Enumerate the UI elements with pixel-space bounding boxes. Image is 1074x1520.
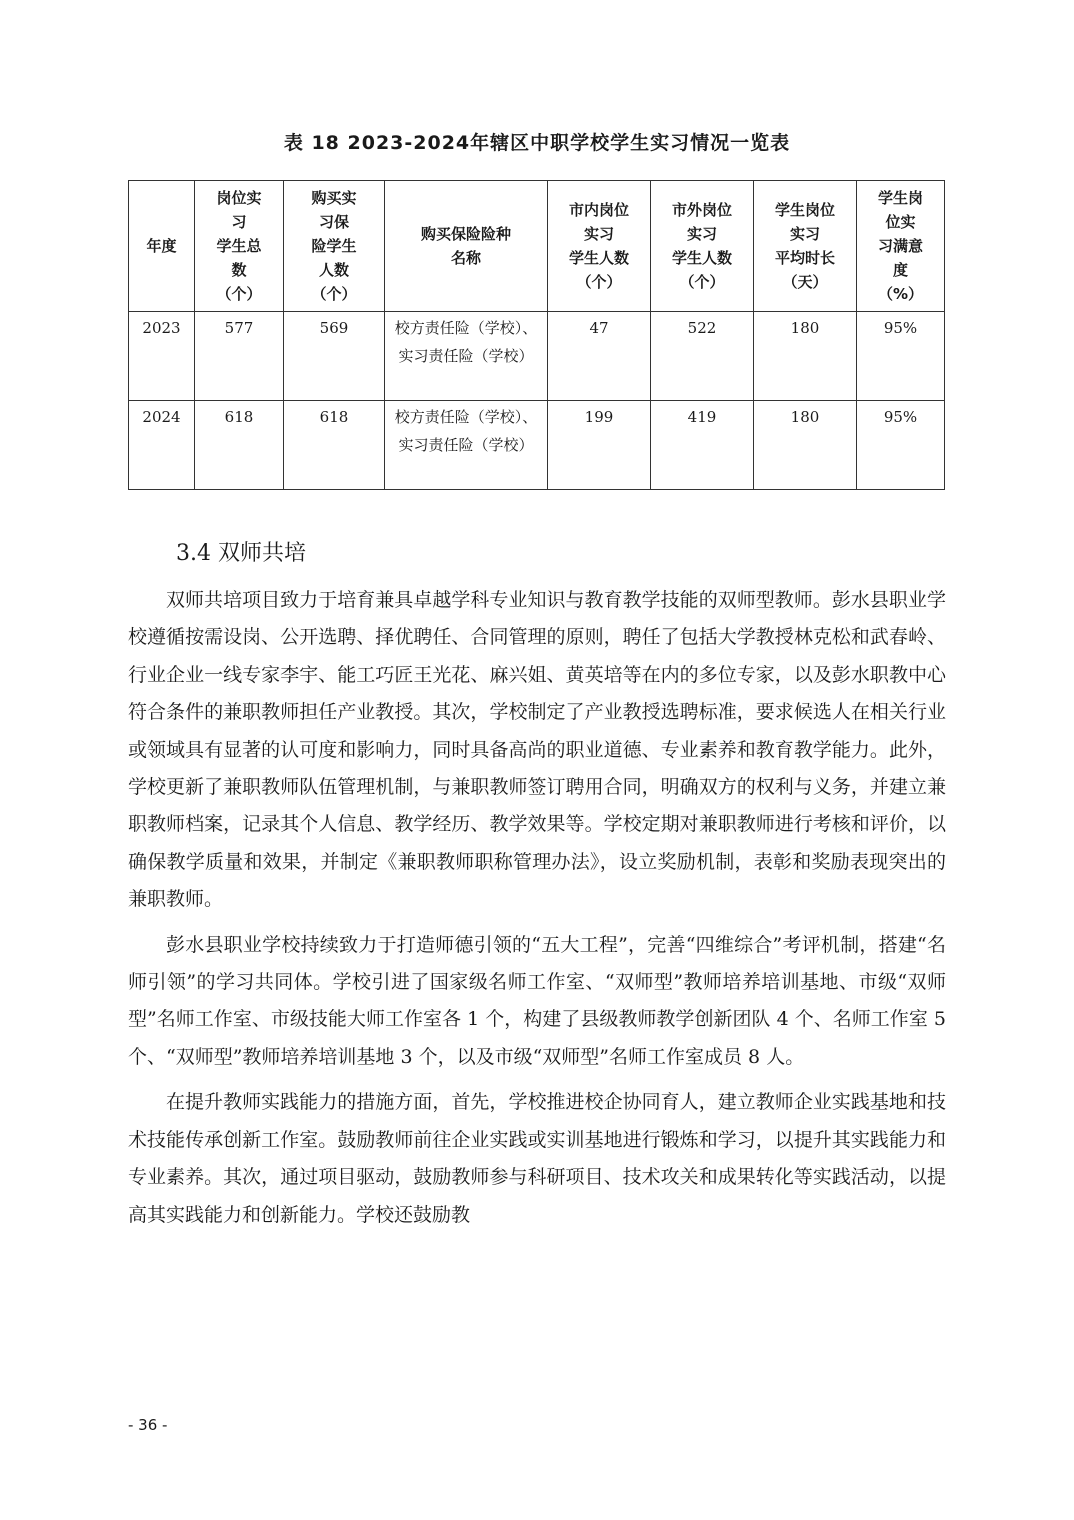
- header-year: 年度: [129, 181, 195, 312]
- table-cell: 618: [284, 401, 385, 490]
- section-body: [128, 582, 946, 1242]
- paragraph: 彭水县职业学校持续致力于打造师德引领的“五大工程”，完善“四维综合”考评机制，搭建“名师引领”的学习共同体。学校引进了国家级名师工作室、“双师型”教师培养培训基地、市级“双师型”名师工作室、市级技能大师工作室各 1 个，构建了县级教师教学创新团队 4 个、名师工作室 5 个、“双师型”教师培养培训基地 3 个，以及市级“双师型”名师工作室成员 8 人。: [128, 933, 946, 1068]
- table-cell: 95%: [857, 312, 945, 401]
- table-cell: 校方责任险（学校）、实习责任险（学校）: [385, 401, 548, 490]
- table-row: [129, 401, 945, 490]
- table-cell: 47: [548, 312, 651, 401]
- table-cell: 618: [195, 401, 284, 490]
- header-avg-duration: 学生岗位 实习 平均时长 （天）: [754, 181, 857, 312]
- header-insured-count: 购买实 习保 险学生 人数 （个）: [284, 181, 385, 312]
- table-cell: 199: [548, 401, 651, 490]
- table-cell: 2024: [129, 401, 195, 490]
- table-cell: 95%: [857, 401, 945, 490]
- table-cell: 2023: [129, 312, 195, 401]
- header-insurance-type: 购买保险险种 名称: [385, 181, 548, 312]
- header-satisfaction: 学生岗 位实 习满意 度 （%）: [857, 181, 945, 312]
- table-caption: 表 18 2023-2024年辖区中职学校学生实习情况一览表: [283, 132, 791, 154]
- table-cell: 419: [651, 401, 754, 490]
- table-cell: 522: [651, 312, 754, 401]
- section-heading: 3.4 双师共培: [176, 541, 306, 566]
- paragraph: 在提升教师实践能力的措施方面，首先，学校推进校企协同育人，建立教师企业实践基地和技术技能传承创新工作室。鼓励教师前往企业实践或实训基地进行锻炼和学习，以提升其实践能力和专业素养。其次，通过项目驱动，鼓励教师参与科研项目、技术攻关和成果转化等实践活动，以提高其实践能力和创新能力。学校还鼓励教: [128, 1091, 946, 1226]
- paragraph: 双师共培项目致力于培育兼具卓越学科专业知识与教育教学技能的双师型教师。彭水县职业学校遵循按需设岗、公开选聘、择优聘任、合同管理的原则，聘任了包括大学教授林克松和武春岭、行业企业一线专家李宇、能工巧匠王光花、麻兴姐、黄英培等在内的多位专家，以及彭水职教中心符合条件的兼职教师担任产业教授。其次，学校制定了产业教授选聘标准，要求候选人在相关行业或领域具有显著的认可度和影响力，同时具备高尚的职业道德、专业素养和教育教学能力。此外，学校更新了兼职教师队伍管理机制，与兼职教师签订聘用合同，明确双方的权利与义务，并建立兼职教师档案，记录其个人信息、教学经历、教学效果等。学校定期对兼职教师进行考核和评价，以确保教学质量和效果，并制定《兼职教师职称管理办法》，设立奖励机制，表彰和奖励表现突出的兼职教师。: [128, 589, 946, 911]
- table-cell: 180: [754, 401, 857, 490]
- header-total-interns: 岗位实 习 学生总 数 （个）: [195, 181, 284, 312]
- table-cell: 569: [284, 312, 385, 401]
- table-cell: 校方责任险（学校）、实习责任险（学校）: [385, 312, 548, 401]
- page-number: - 36 -: [128, 1416, 168, 1434]
- header-in-city-interns: 市内岗位 实习 学生人数 （个）: [548, 181, 651, 312]
- table-header-row: [129, 181, 945, 312]
- table-cell: 577: [195, 312, 284, 401]
- table-row: [129, 312, 945, 401]
- table-cell: 180: [754, 312, 857, 401]
- header-out-city-interns: 市外岗位 实习 学生人数 （个）: [651, 181, 754, 312]
- internship-table: [128, 180, 945, 490]
